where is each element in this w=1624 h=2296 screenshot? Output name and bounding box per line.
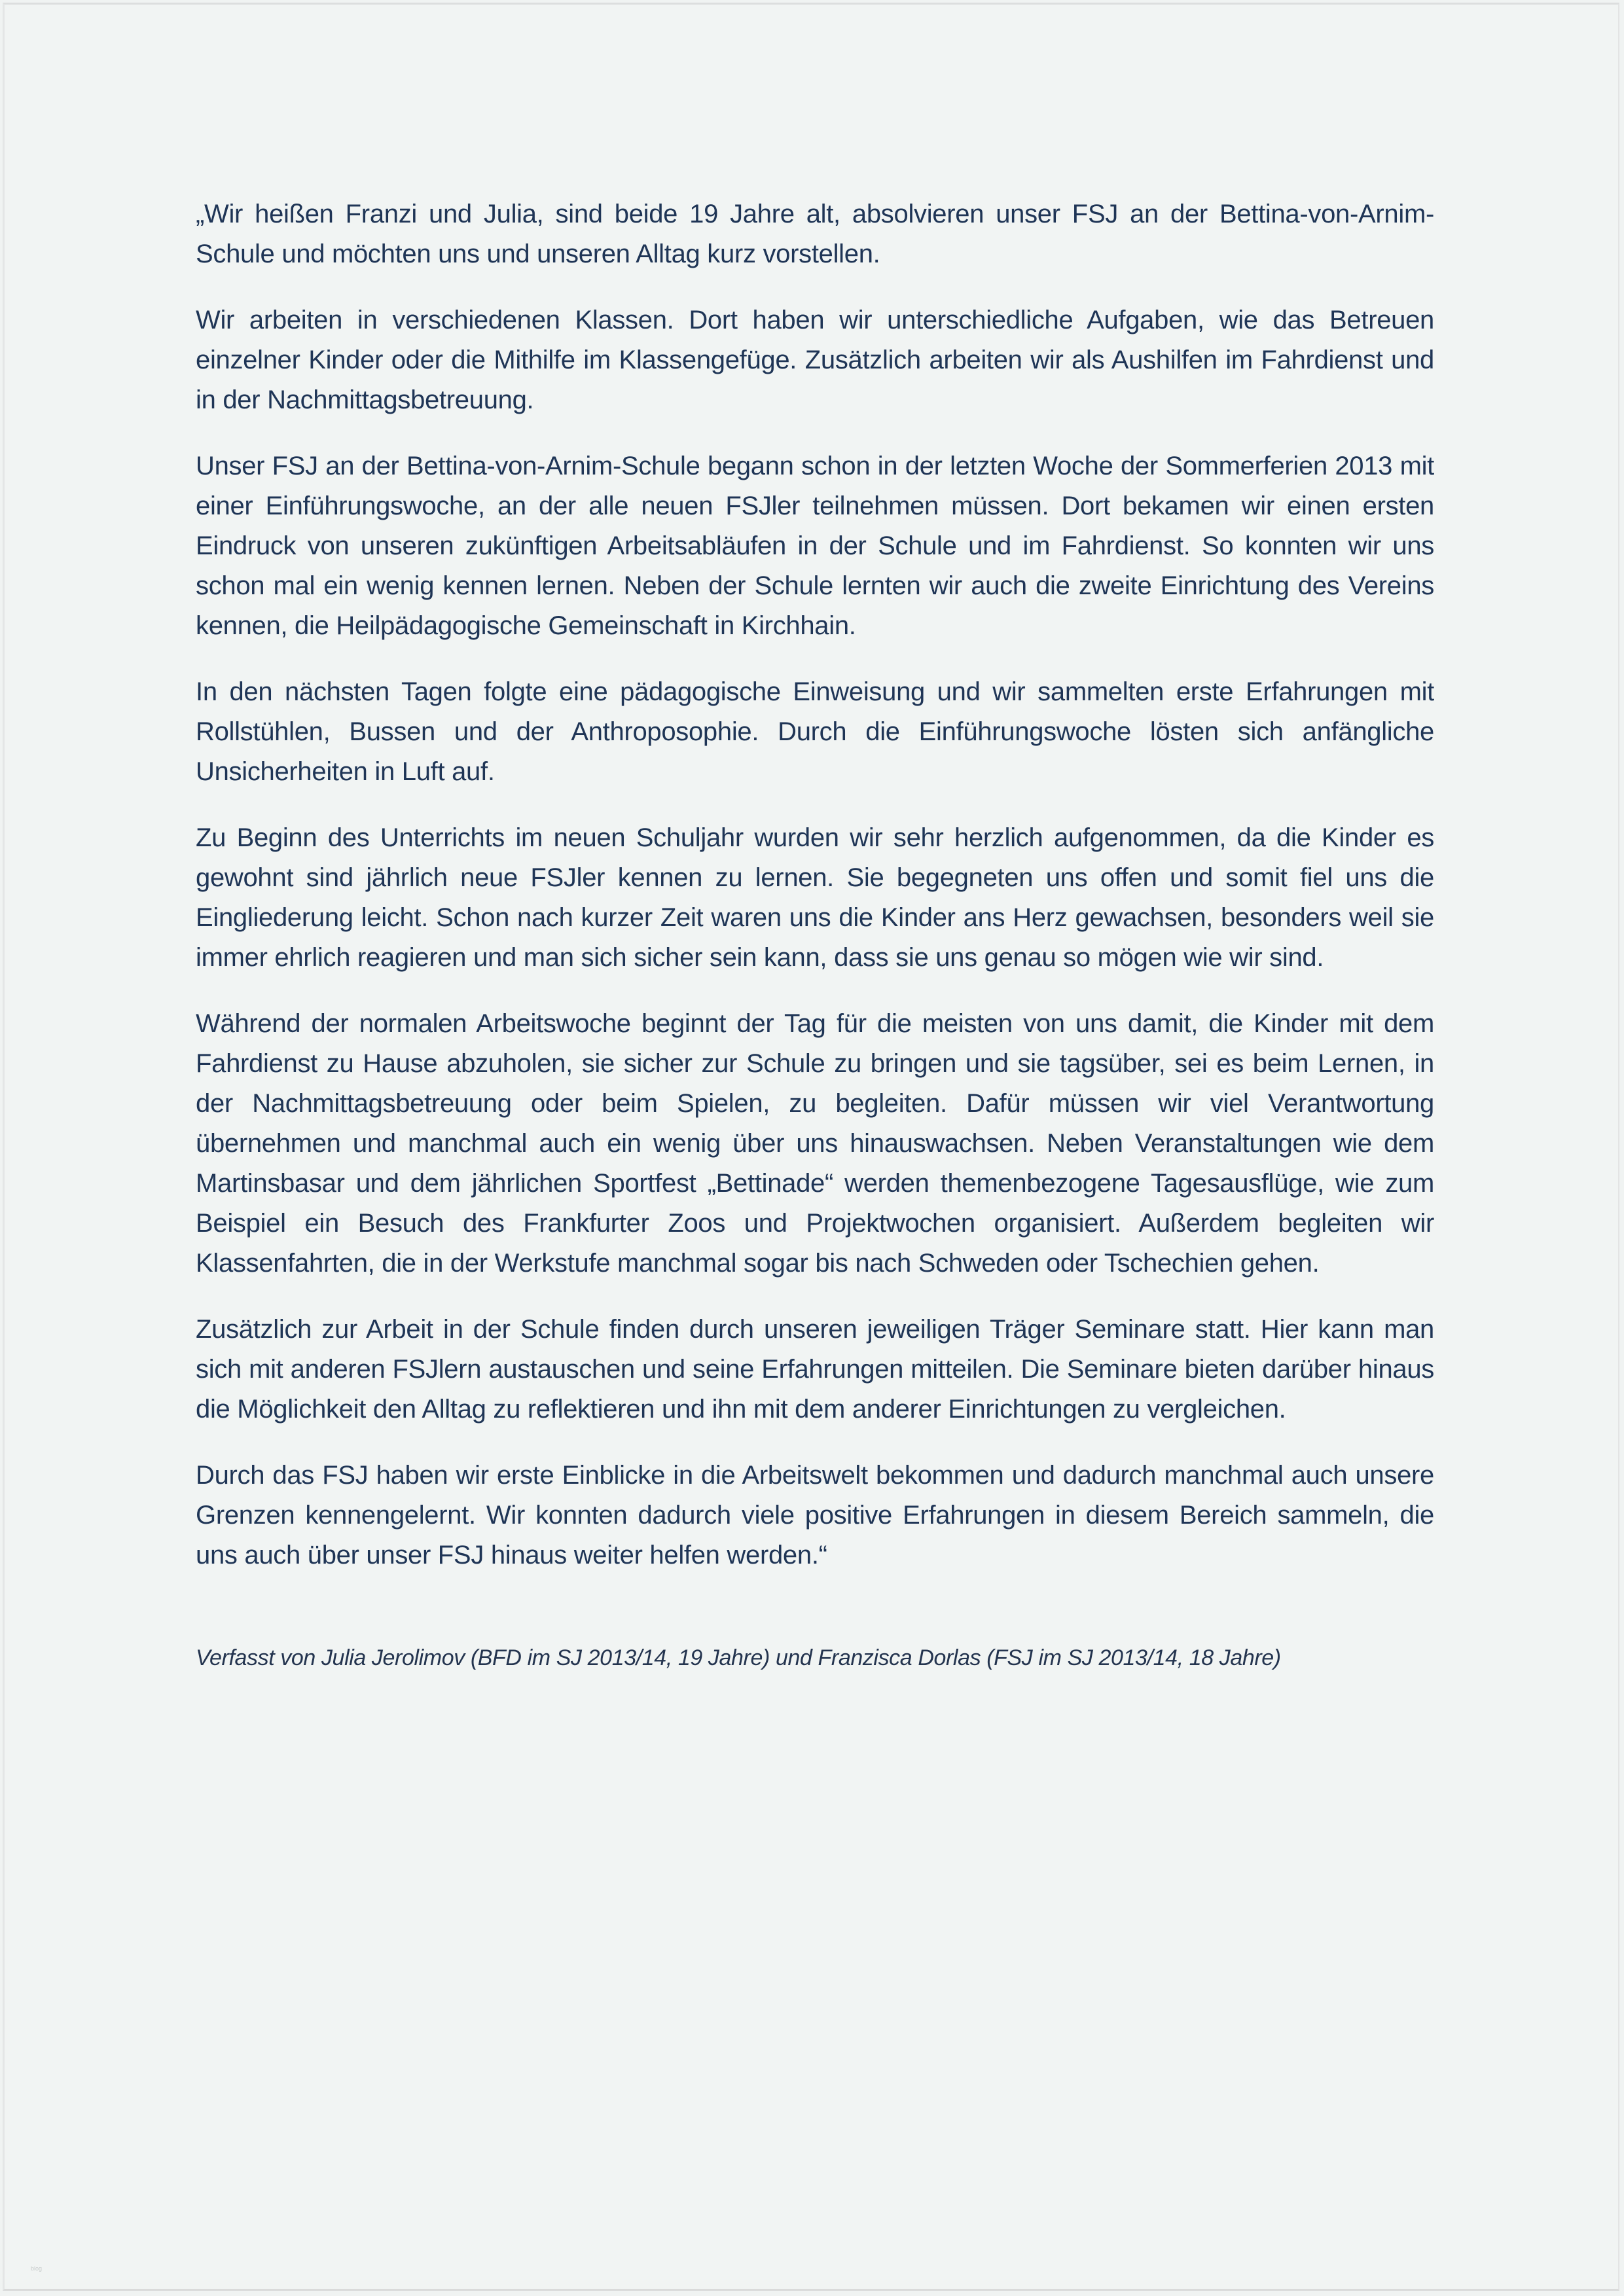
document-body <box>196 194 1434 1696</box>
paragraph-school-year: Zu Beginn des Unterrichts im neuen Schuljahr wurden wir sehr herzlich aufgenommen, da die Kinder es gewohnt sind jährlich neue FSJler kennen zu lernen. Sie begegneten uns offen und somit fiel uns die Eingliederung leicht. Schon nach kurzer Zeit waren uns die Kinder ans Herz gewachsen, besonders weil sie immer ehrlich reagieren und man sich sicher sein kann, dass sie uns genau so mögen wie wir sind. <box>196 823 1434 972</box>
paragraph-seminars: Zusätzlich zur Arbeit in der Schule finden durch unseren jeweiligen Träger Seminare statt. Hier kann man sich mit anderen FSJlern austauschen und seine Erfahrungen mitteilen. Die Seminare bieten darüber hinaus die Möglichkeit den Alltag zu reflektieren und ihn mit dem anderer Einrichtungen zu vergleichen. <box>196 1315 1434 1424</box>
paragraph-intro: „Wir heißen Franzi und Julia, sind beide 19 Jahre alt, absolvieren unser FSJ an der Bettina-von-Arnim-Schule und möchten uns und unseren Alltag kurz vorstellen. <box>196 200 1434 268</box>
paragraph-conclusion: Durch das FSJ haben wir erste Einblicke in die Arbeitswelt bekommen und dadurch manchmal auch unsere Grenzen kennengelernt. Wir konnten dadurch viele positive Erfahrungen in diesem Bereich sammeln, die uns auch über unser FSJ hinaus weiter helfen werden.“ <box>196 1461 1434 1570</box>
paragraph-work-week: Während der normalen Arbeitswoche beginnt der Tag für die meisten von uns damit, die Kinder mit dem Fahrdienst zu Hause abzuholen, sie sicher zur Schule zu bringen und sie tagsüber, sei es beim Lernen, in der Nachmittagsbetreuung oder beim Spielen, zu begleiten. Dafür müssen wir viel Verantwortung übernehmen und manchmal auch ein wenig über uns hinauswachsen. Neben Veranstaltungen wie dem Martinsbasar und dem jährlichen Sportfest „Bettinade“ werden themenbezogene Tagesausflüge, wie zum Beispiel ein Besuch des Frankfurter Zoos und Projektwochen organisiert. Außerdem begleiten wir Klassenfahrten, die in der Werkstufe manchmal sogar bis nach Schweden oder Tschechien gehen. <box>196 1009 1434 1278</box>
corner-watermark: blog <box>31 2265 43 2272</box>
paragraph-start: Unser FSJ an der Bettina-von-Arnim-Schule begann schon in der letzten Woche der Sommerferien 2013 mit einer Einführungswoche, an der alle neuen FSJler teilnehmen müssen. Dort bekamen wir einen ersten Eindruck von unseren zukünftigen Arbeitsabläufen in der Schule und im Fahrdienst. So konnten wir uns schon mal ein wenig kennen lernen. Neben der Schule lernten wir auch die zweite Einrichtung des Vereins kennen, die Heilpädagogische Gemeinschaft in Kirchhain. <box>196 452 1434 640</box>
paragraph-classes: Wir arbeiten in verschiedenen Klassen. Dort haben wir unterschiedliche Aufgaben, wie das Betreuen einzelner Kinder oder die Mithilfe im Klassengefüge. Zusätzlich arbeiten wir als Aushilfen im Fahrdienst und in der Nachmittagsbetreuung. <box>196 306 1434 414</box>
author-signature: Verfasst von Julia Jerolimov (BFD im SJ 2013/14, 19 Jahre) und Franzisca Dorlas (FSJ im SJ 2013/14, 18 Jahre) <box>196 1645 1281 1670</box>
document-page <box>3 3 1619 2291</box>
paragraph-introduction-week: In den nächsten Tagen folgte eine pädagogische Einweisung und wir sammelten erste Erfahrungen mit Rollstühlen, Bussen und der Anthroposophie. Durch die Einführungswoche lösten sich anfängliche Unsicherheiten in Luft auf. <box>196 677 1434 786</box>
